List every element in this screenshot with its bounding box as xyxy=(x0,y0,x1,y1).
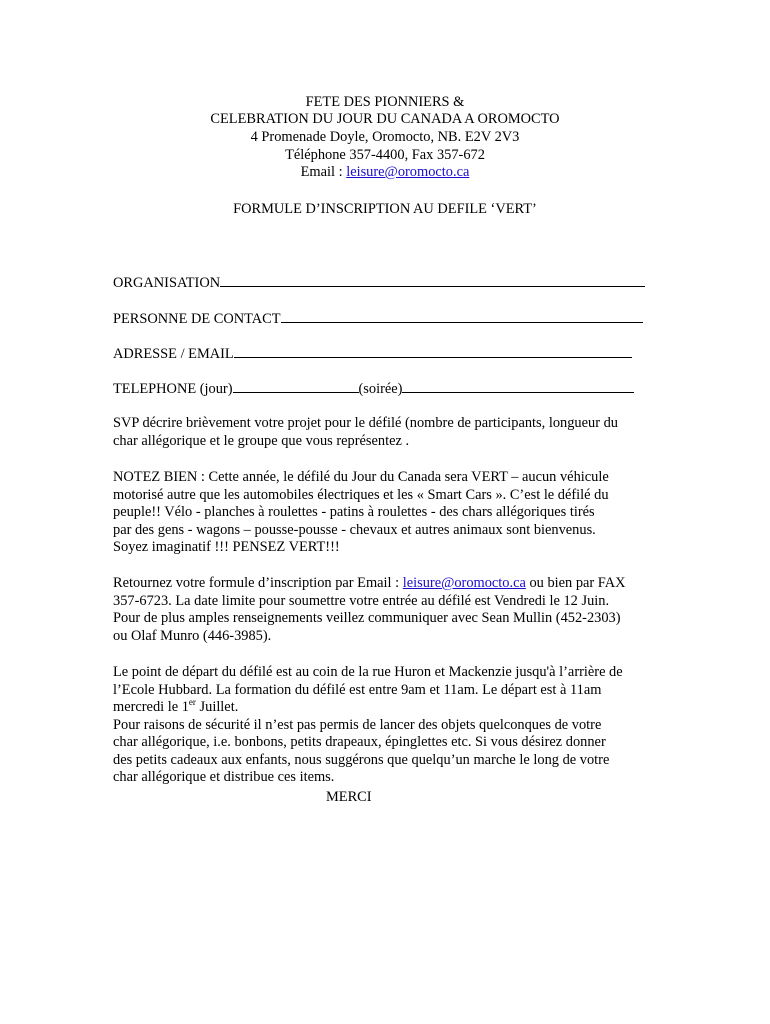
date-month: Juillet. xyxy=(195,699,239,715)
paragraph-line: 357-6723. La date limite pour soumettre votre entrée au défilé est Vendredi le 12 Juin. xyxy=(113,592,610,609)
paragraph-line: ou Olaf Munro (446-3985). xyxy=(113,627,272,644)
email-link-return[interactable]: leisure@oromocto.ca xyxy=(402,575,526,591)
header-title-line1: FETE DES PIONNIERS & xyxy=(305,94,465,110)
organisation-blank[interactable] xyxy=(220,272,645,287)
contact-field xyxy=(113,308,643,329)
contact-blank[interactable] xyxy=(281,308,643,323)
phone-evening-blank[interactable] xyxy=(402,378,634,393)
paragraph-line xyxy=(113,575,658,593)
phone-field xyxy=(113,378,634,399)
paragraph-line: Pour raisons de sécurité il n’est pas permis de lancer des objets quelconques de votre xyxy=(113,716,602,733)
paragraph-line: SVP décrire brièvement votre projet pour le défilé (nombre de participants, longueur du xyxy=(113,415,618,431)
paragraph-line: char allégorique, i.e. bonbons, petits drapeaux, épinglettes etc. Si vous désirez donner xyxy=(113,734,606,750)
header-phone-fax: Téléphone 357-4400, Fax 357-672 xyxy=(285,147,485,163)
phone-evening-label: (soirée) xyxy=(358,381,403,397)
paragraph-line: motorisé autre que les automobiles électriques et les « Smart Cars ». C’est le défilé du xyxy=(113,486,609,503)
phone-day-blank[interactable] xyxy=(233,378,359,393)
return-form-paragraph xyxy=(113,575,658,645)
notez-bien-paragraph xyxy=(113,469,658,557)
parade-details-paragraph xyxy=(113,664,658,787)
paragraph-line: Soyez imaginatif !!! PENSEZ VERT!!! xyxy=(113,539,340,555)
header-email-line xyxy=(0,164,770,182)
return-text: Retournez votre formule d’inscription par Email : xyxy=(113,575,403,591)
address-blank[interactable] xyxy=(234,343,632,358)
address-field xyxy=(113,343,632,364)
form-title: FORMULE D’INSCRIPTION AU DEFILE ‘VERT’ xyxy=(233,201,537,217)
date-text: mercredi le 1 xyxy=(113,699,189,715)
organisation-field xyxy=(113,272,645,293)
contact-label: PERSONNE DE CONTACT xyxy=(113,311,281,327)
paragraph-line: par des gens - wagons – pousse-pousse - chevaux et autres animaux sont bienvenus. xyxy=(113,521,596,538)
email-label: Email : xyxy=(300,164,347,180)
paragraph-line: l’Ecole Hubbard. La formation du défilé est entre 9am et 11am. Le départ est à 11am xyxy=(113,681,602,698)
project-description-paragraph xyxy=(113,415,658,450)
paragraph-line: Pour de plus amples renseignements veillez communiquer avec Sean Mullin (452-2303) xyxy=(113,610,621,626)
paragraph-line: Le point de départ du défilé est au coin de la rue Huron et Mackenzie jusqu'à l’arrière de xyxy=(113,664,623,680)
organisation-label: ORGANISATION xyxy=(113,275,221,291)
paragraph-line: des petits cadeaux aux enfants, nous suggérons que quelqu’un marche le long de votre xyxy=(113,751,610,768)
phone-day-label: TELEPHONE (jour) xyxy=(113,381,233,397)
paragraph-line: char allégorique et le groupe que vous représentez . xyxy=(113,432,410,449)
address-label: ADRESSE / EMAIL xyxy=(113,346,234,362)
header-title-line2: CELEBRATION DU JOUR DU CANADA A OROMOCTO xyxy=(210,111,560,127)
paragraph-line xyxy=(113,699,658,717)
email-link[interactable]: leisure@oromocto.ca xyxy=(346,164,470,180)
paragraph-line: char allégorique et distribue ces items. xyxy=(113,769,335,785)
closing-merci: MERCI xyxy=(326,789,372,805)
paragraph-line: peuple!! Vélo - planches à roulettes - patins à roulettes - des chars allégoriques tirés xyxy=(113,504,595,520)
paragraph-line: NOTEZ BIEN : Cette année, le défilé du Jour du Canada sera VERT – aucun véhicule xyxy=(113,469,609,485)
return-text-fax: ou bien par FAX xyxy=(525,575,626,591)
header-address: 4 Promenade Doyle, Oromocto, NB. E2V 2V3 xyxy=(250,129,520,145)
date-superscript: er xyxy=(188,697,196,708)
